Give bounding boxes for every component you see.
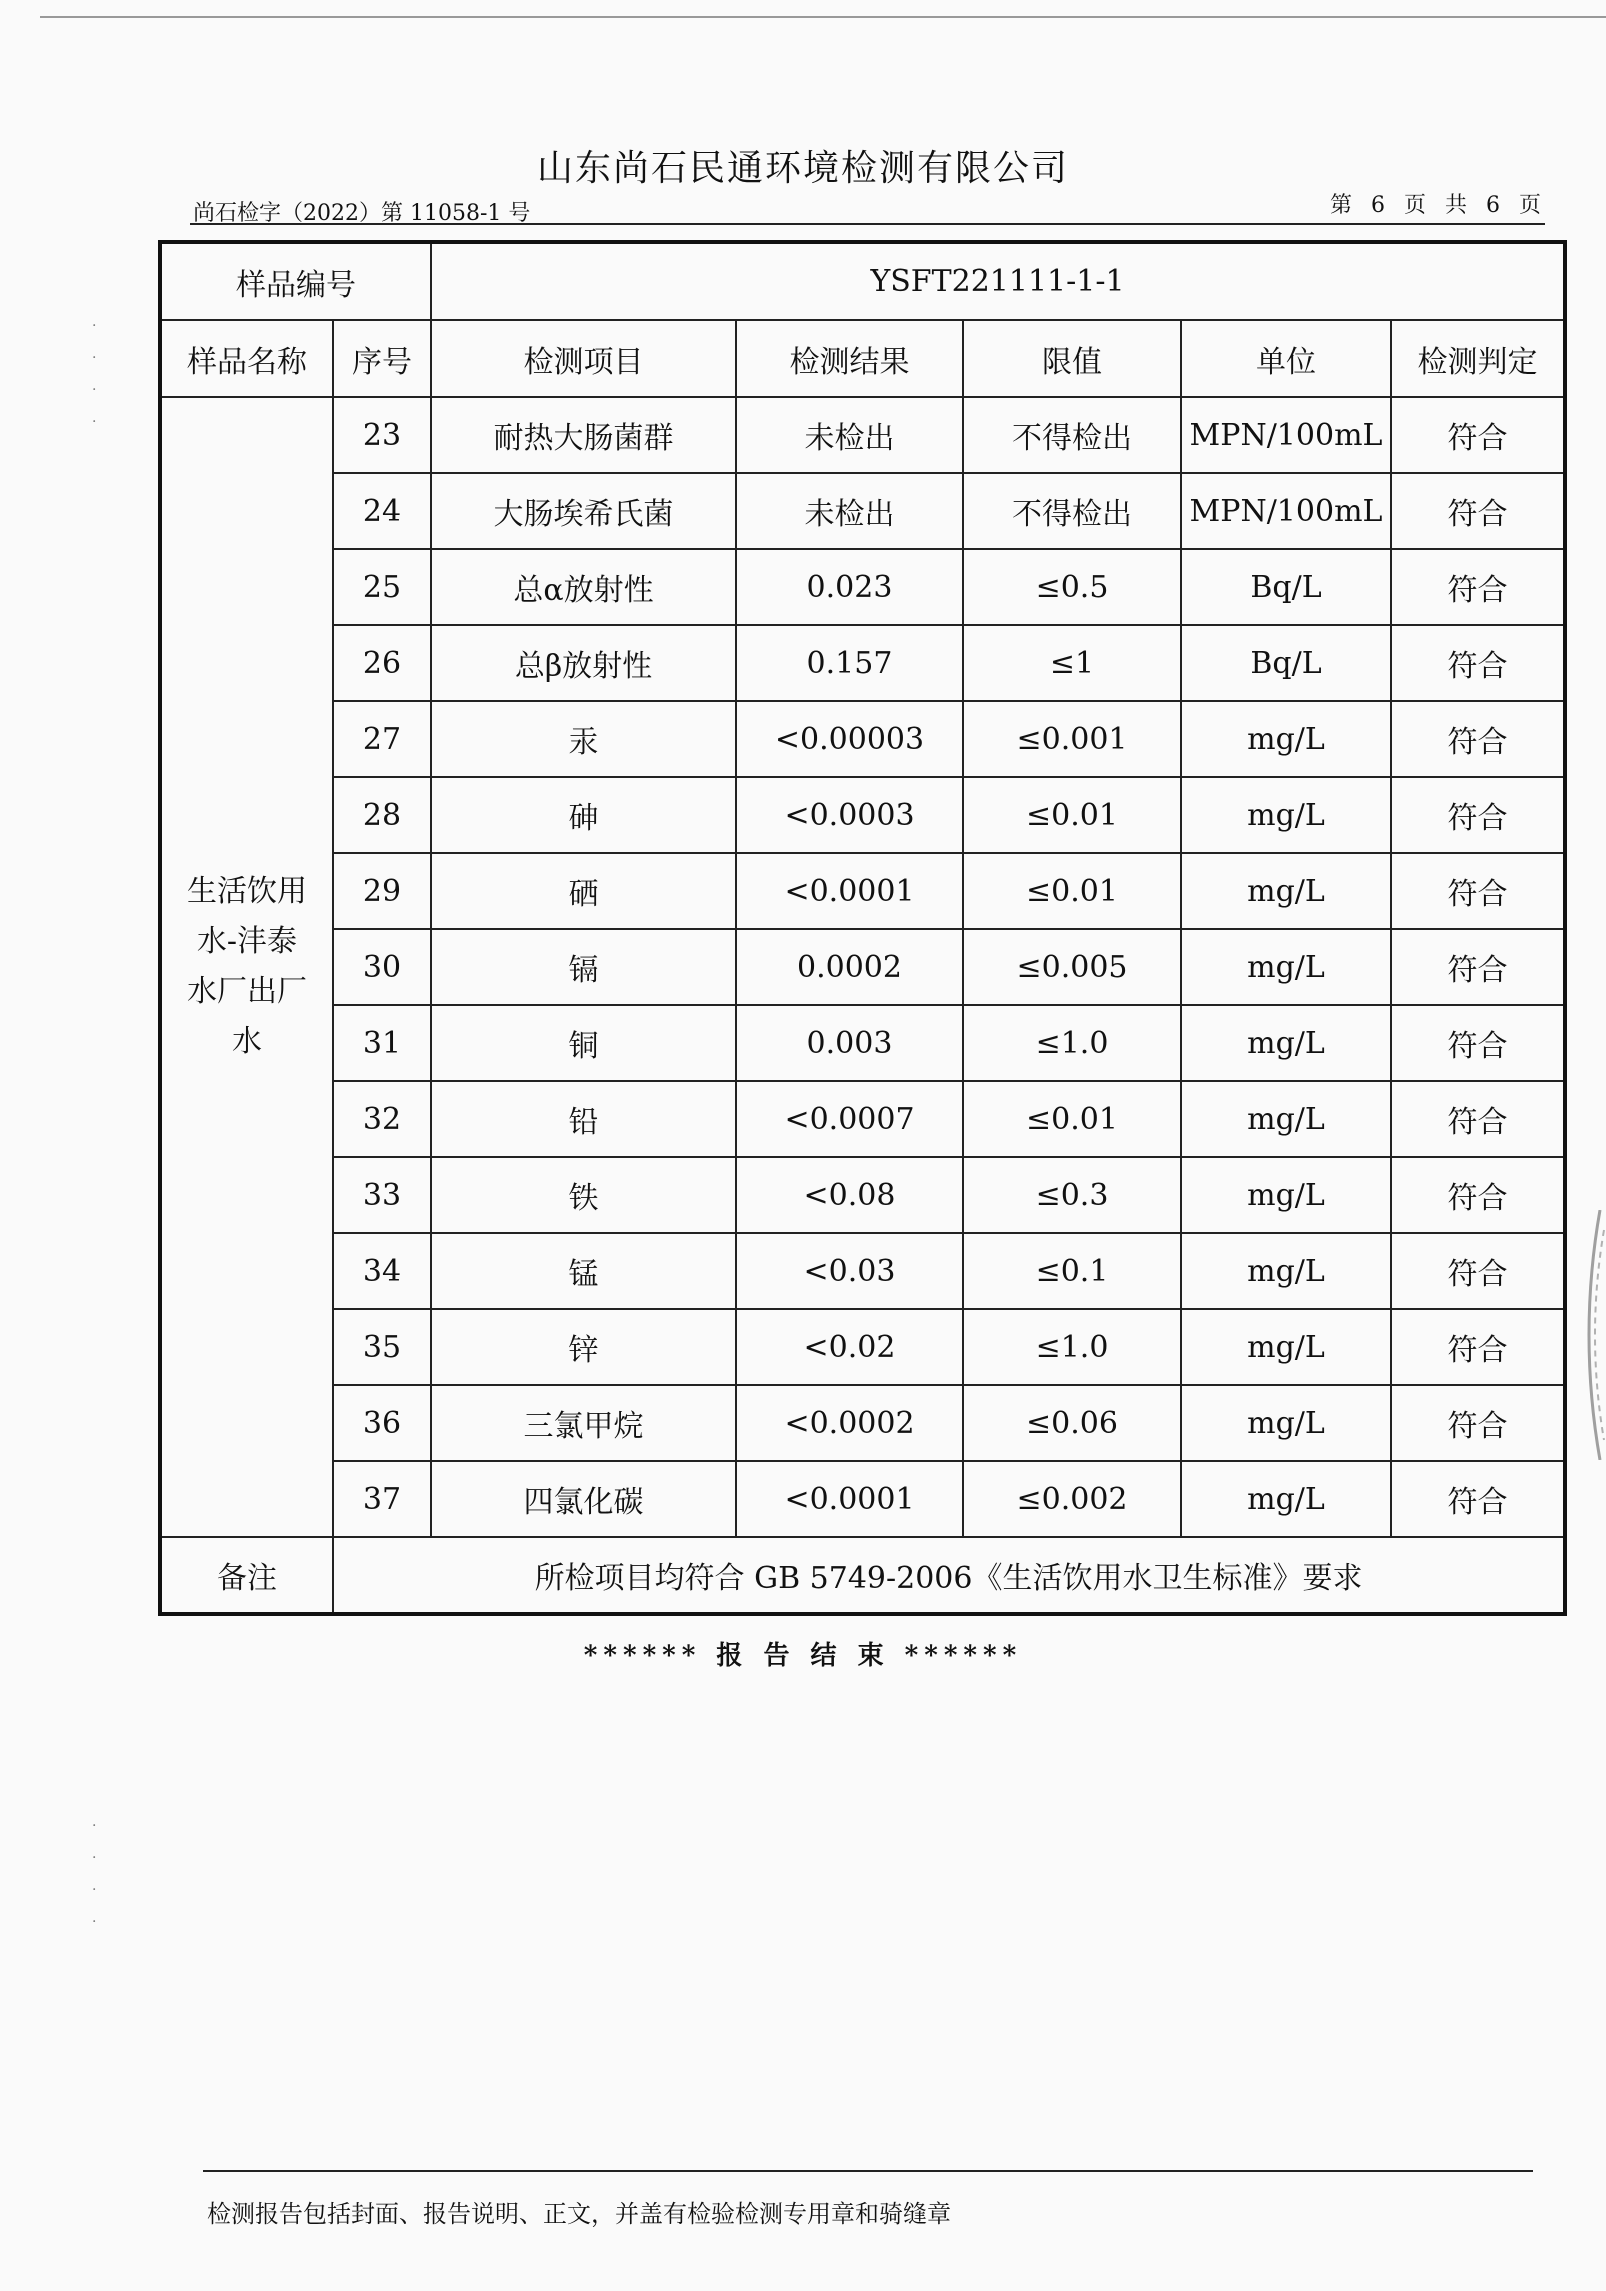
table-row — [160, 701, 1565, 777]
row-item: 总α放射性 — [431, 549, 736, 625]
row-item: 砷 — [431, 777, 736, 853]
row-limit: ≤1 — [963, 625, 1181, 701]
row-verdict: 符合 — [1391, 1461, 1565, 1537]
row-limit: ≤0.002 — [963, 1461, 1181, 1537]
col-header-limit: 限值 — [963, 320, 1181, 397]
row-result: 未检出 — [736, 397, 963, 473]
row-result: <0.02 — [736, 1309, 963, 1385]
table-row — [160, 1233, 1565, 1309]
row-item: 铅 — [431, 1081, 736, 1157]
row-item: 总β放射性 — [431, 625, 736, 701]
row-verdict: 符合 — [1391, 1157, 1565, 1233]
test-results-table — [158, 240, 1567, 1616]
binding-marks-lower: · · · · — [92, 1818, 97, 1930]
col-header-verdict: 检测判定 — [1391, 320, 1565, 397]
remark-row — [160, 1537, 1565, 1614]
col-header-result: 检测结果 — [736, 320, 963, 397]
row-no: 26 — [333, 625, 431, 701]
row-verdict: 符合 — [1391, 1385, 1565, 1461]
row-item: 四氯化碳 — [431, 1461, 736, 1537]
row-unit: mg/L — [1181, 1309, 1391, 1385]
row-no: 31 — [333, 1005, 431, 1081]
company-title: 山东尚石民通环境检测有限公司 — [536, 148, 1069, 189]
footer-note: 检测报告包括封面、报告说明、正文，并盖有检验检测专用章和骑缝章 — [207, 2200, 951, 2228]
sample-no-value: YSFT221111-1-1 — [431, 242, 1565, 320]
sample-no-label: 样品编号 — [160, 242, 431, 320]
row-verdict: 符合 — [1391, 1081, 1565, 1157]
row-item: 三氯甲烷 — [431, 1385, 736, 1461]
row-verdict: 符合 — [1391, 473, 1565, 549]
row-limit: ≤1.0 — [963, 1309, 1181, 1385]
col-header-item: 检测项目 — [431, 320, 736, 397]
row-item: 硒 — [431, 853, 736, 929]
row-result: <0.0007 — [736, 1081, 963, 1157]
row-no: 30 — [333, 929, 431, 1005]
row-result: <0.0003 — [736, 777, 963, 853]
row-result: 0.0002 — [736, 929, 963, 1005]
row-result: 0.157 — [736, 625, 963, 701]
row-unit: mg/L — [1181, 1461, 1391, 1537]
table-row — [160, 1385, 1565, 1461]
row-result: <0.08 — [736, 1157, 963, 1233]
row-result: <0.0002 — [736, 1385, 963, 1461]
row-verdict: 符合 — [1391, 853, 1565, 929]
table-row — [160, 625, 1565, 701]
row-no: 32 — [333, 1081, 431, 1157]
row-no: 28 — [333, 777, 431, 853]
row-verdict: 符合 — [1391, 1005, 1565, 1081]
row-verdict: 符合 — [1391, 1233, 1565, 1309]
row-verdict: 符合 — [1391, 625, 1565, 701]
row-result: 未检出 — [736, 473, 963, 549]
col-header-unit: 单位 — [1181, 320, 1391, 397]
row-unit: mg/L — [1181, 1233, 1391, 1309]
row-no: 29 — [333, 853, 431, 929]
report-number: 尚石检字（2022）第 11058-1 号 — [193, 201, 531, 226]
row-verdict: 符合 — [1391, 701, 1565, 777]
row-no: 24 — [333, 473, 431, 549]
table-row — [160, 397, 1565, 473]
row-no: 35 — [333, 1309, 431, 1385]
table-row — [160, 853, 1565, 929]
row-unit: Bq/L — [1181, 625, 1391, 701]
table-row — [160, 473, 1565, 549]
row-item: 铜 — [431, 1005, 736, 1081]
report-end-mark: ****** 报 告 结 束 ****** — [583, 1641, 1023, 1671]
row-item: 锰 — [431, 1233, 736, 1309]
col-header-sample-name: 样品名称 — [160, 320, 333, 397]
remark-label: 备注 — [160, 1537, 333, 1614]
row-result: 0.003 — [736, 1005, 963, 1081]
row-limit: 不得检出 — [963, 397, 1181, 473]
sample-name-cell: 生活饮用 水-沣泰 水厂出厂 水 — [160, 397, 333, 1537]
table-row — [160, 1461, 1565, 1537]
table-row — [160, 929, 1565, 1005]
row-verdict: 符合 — [1391, 549, 1565, 625]
row-unit: mg/L — [1181, 853, 1391, 929]
row-result: <0.0001 — [736, 853, 963, 929]
top-rule — [40, 16, 1606, 18]
row-no: 37 — [333, 1461, 431, 1537]
row-item: 汞 — [431, 701, 736, 777]
row-item: 铁 — [431, 1157, 736, 1233]
row-limit: 不得检出 — [963, 473, 1181, 549]
row-no: 36 — [333, 1385, 431, 1461]
row-no: 34 — [333, 1233, 431, 1309]
riding-seal-fragment — [1570, 1210, 1606, 1460]
row-item: 耐热大肠菌群 — [431, 397, 736, 473]
row-unit: mg/L — [1181, 1081, 1391, 1157]
row-verdict: 符合 — [1391, 1309, 1565, 1385]
row-limit: ≤0.005 — [963, 929, 1181, 1005]
row-verdict: 符合 — [1391, 397, 1565, 473]
table-row — [160, 1005, 1565, 1081]
row-limit: ≤0.5 — [963, 549, 1181, 625]
col-header-no: 序号 — [333, 320, 431, 397]
row-result: <0.00003 — [736, 701, 963, 777]
row-limit: ≤0.1 — [963, 1233, 1181, 1309]
row-unit: mg/L — [1181, 777, 1391, 853]
row-limit: ≤0.01 — [963, 853, 1181, 929]
row-result: <0.03 — [736, 1233, 963, 1309]
row-limit: ≤0.001 — [963, 701, 1181, 777]
header-rule — [190, 223, 1545, 225]
row-result: 0.023 — [736, 549, 963, 625]
row-item: 大肠埃希氏菌 — [431, 473, 736, 549]
column-header-row — [160, 320, 1565, 397]
page-info: 第 6 页 共 6 页 — [1330, 193, 1547, 218]
row-limit: ≤0.06 — [963, 1385, 1181, 1461]
footer-rule — [203, 2170, 1533, 2172]
row-verdict: 符合 — [1391, 777, 1565, 853]
row-unit: MPN/100mL — [1181, 397, 1391, 473]
row-no: 25 — [333, 549, 431, 625]
row-limit: ≤1.0 — [963, 1005, 1181, 1081]
table-row — [160, 777, 1565, 853]
row-no: 27 — [333, 701, 431, 777]
row-limit: ≤0.3 — [963, 1157, 1181, 1233]
sample-no-row — [160, 242, 1565, 320]
remark-text: 所检项目均符合 GB 5749-2006《生活饮用水卫生标准》要求 — [333, 1537, 1565, 1614]
table-row — [160, 1309, 1565, 1385]
table-row — [160, 549, 1565, 625]
row-item: 锌 — [431, 1309, 736, 1385]
row-limit: ≤0.01 — [963, 1081, 1181, 1157]
table-row — [160, 1157, 1565, 1233]
table-row — [160, 1081, 1565, 1157]
row-unit: mg/L — [1181, 701, 1391, 777]
row-unit: mg/L — [1181, 1005, 1391, 1081]
row-item: 镉 — [431, 929, 736, 1005]
row-result: <0.0001 — [736, 1461, 963, 1537]
row-unit: mg/L — [1181, 1157, 1391, 1233]
row-verdict: 符合 — [1391, 929, 1565, 1005]
row-unit: mg/L — [1181, 929, 1391, 1005]
row-unit: mg/L — [1181, 1385, 1391, 1461]
row-no: 23 — [333, 397, 431, 473]
row-no: 33 — [333, 1157, 431, 1233]
binding-marks-upper: · · · · — [92, 318, 97, 430]
row-unit: MPN/100mL — [1181, 473, 1391, 549]
row-limit: ≤0.01 — [963, 777, 1181, 853]
row-unit: Bq/L — [1181, 549, 1391, 625]
